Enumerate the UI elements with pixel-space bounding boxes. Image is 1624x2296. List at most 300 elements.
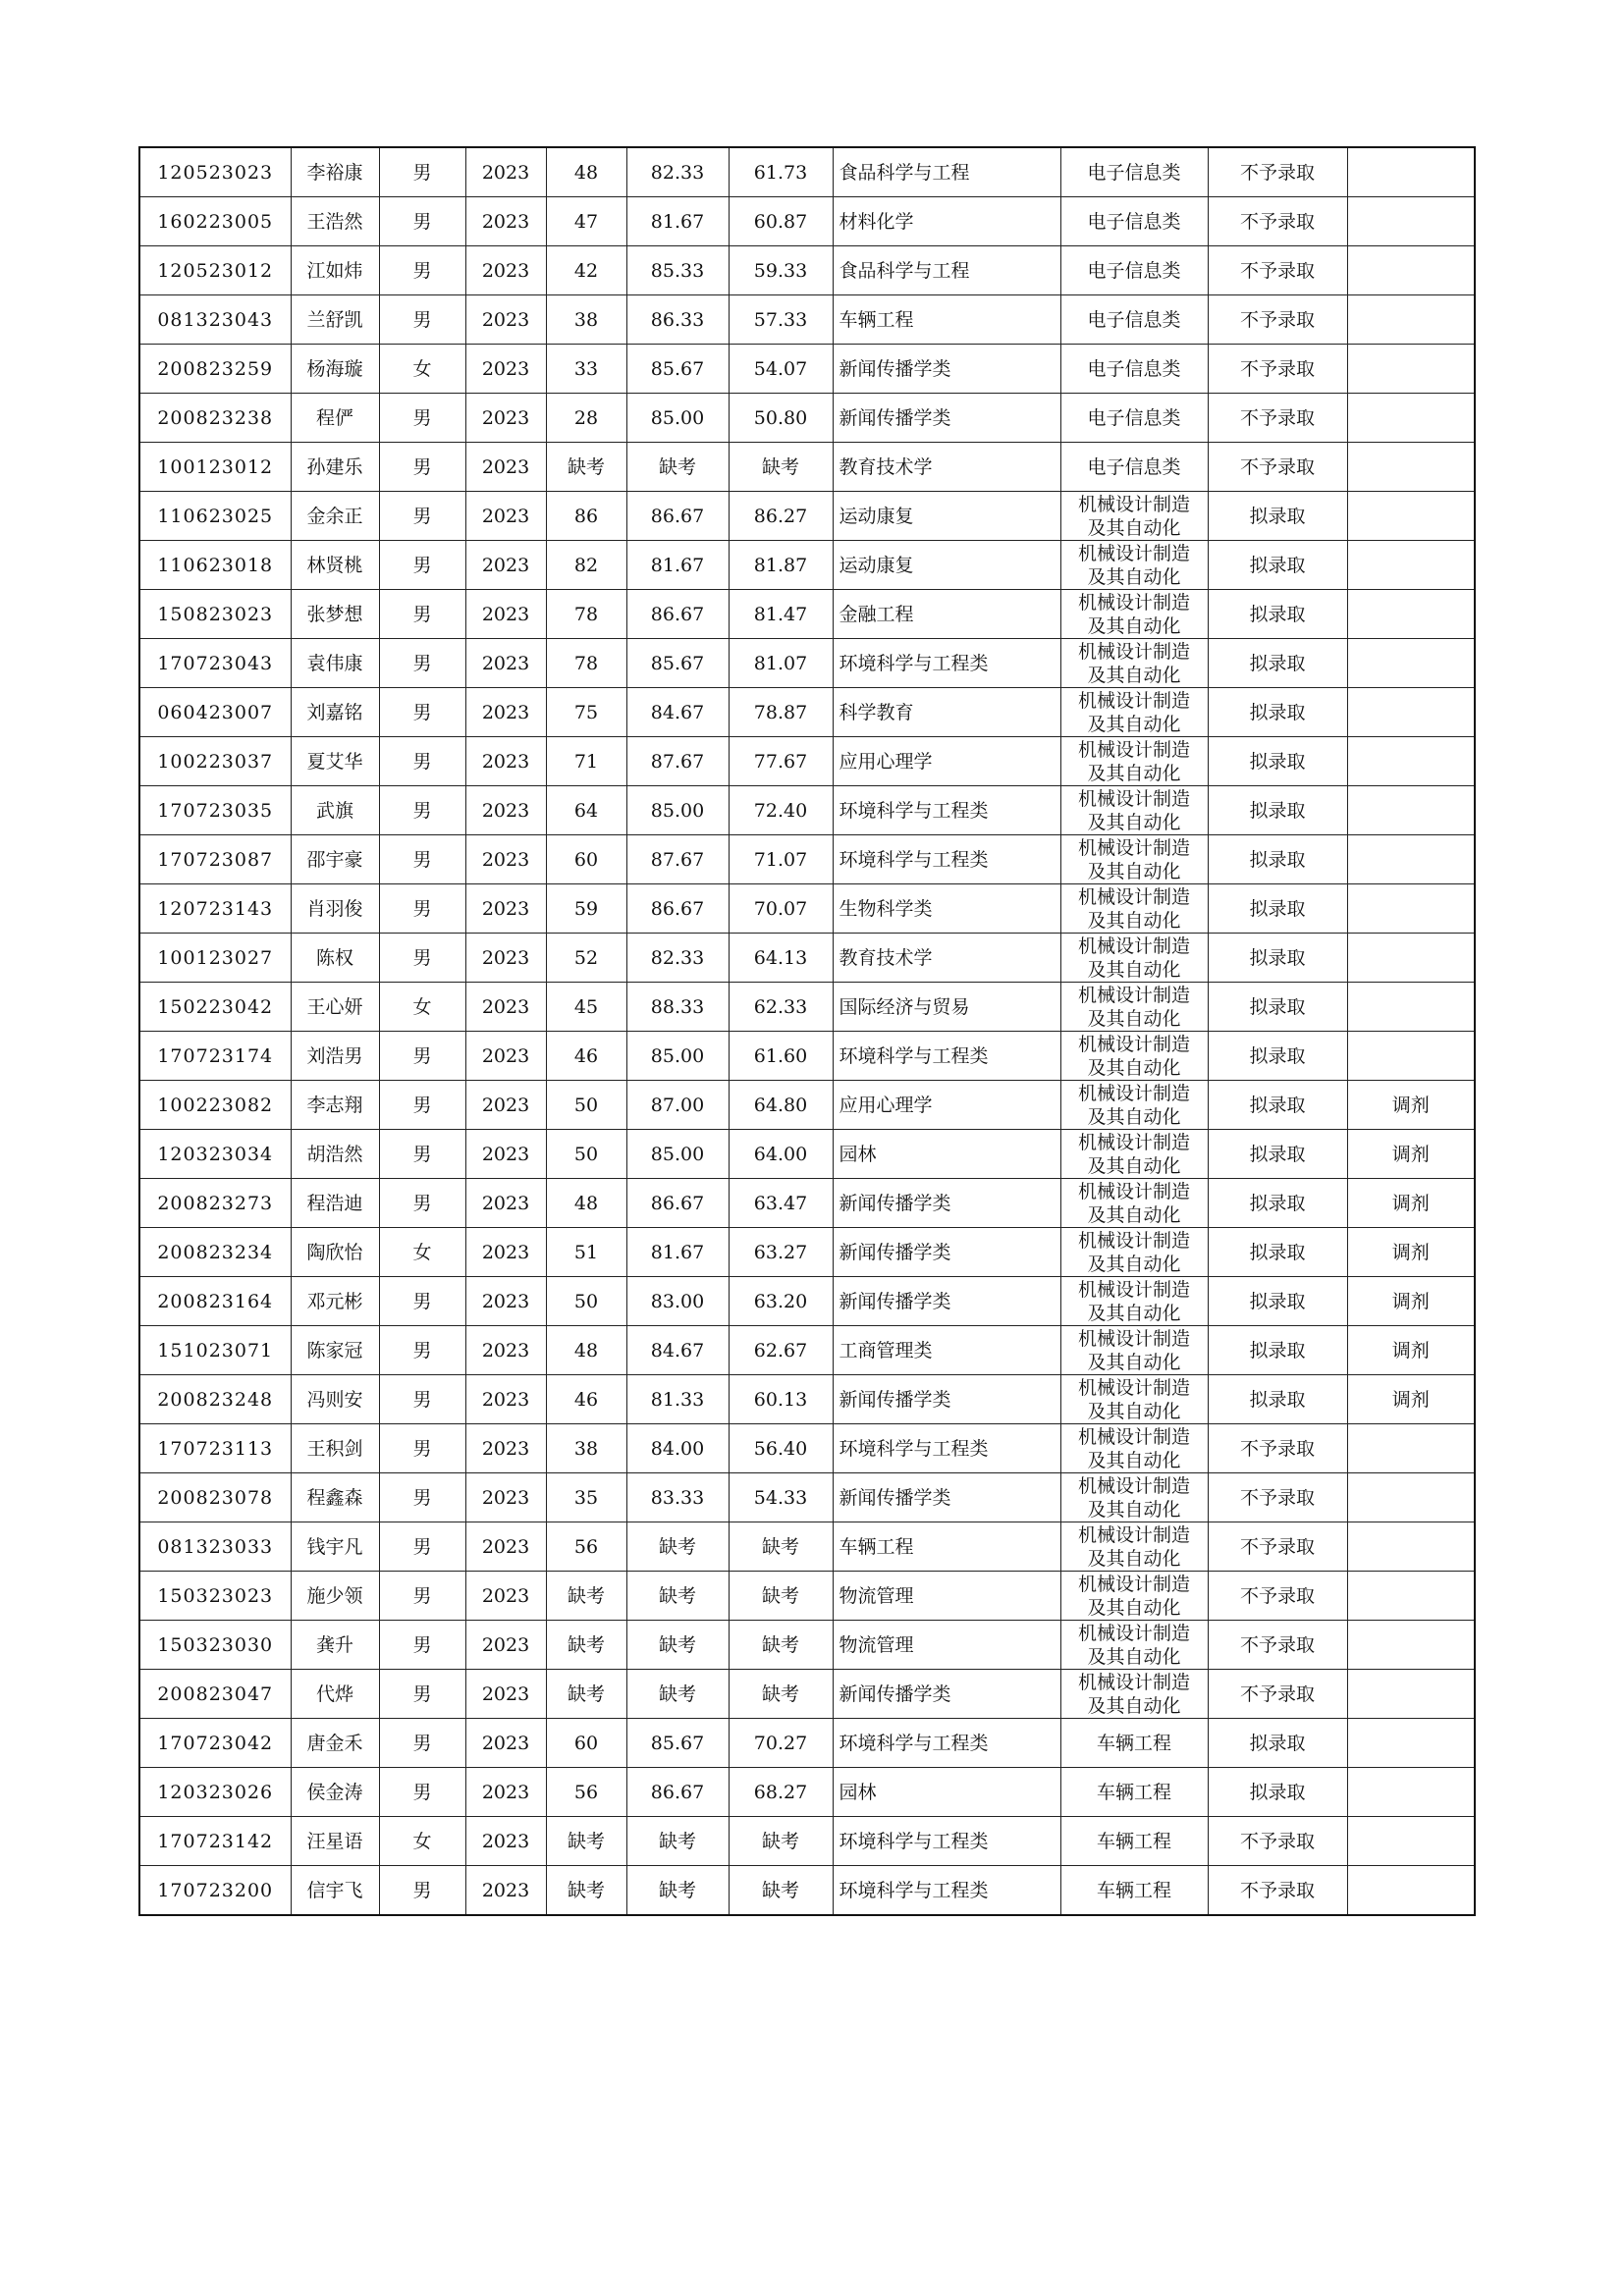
applied-program-cell xyxy=(1060,1473,1208,1522)
admission-decision-cell xyxy=(1208,1572,1347,1621)
applied-program-cell xyxy=(1060,934,1208,983)
candidate-name: 孙建乐 xyxy=(306,455,363,478)
candidate-name: 邵宇豪 xyxy=(306,848,363,871)
year: 2023 xyxy=(481,1830,530,1852)
year: 2023 xyxy=(481,848,530,871)
total-score: 63.27 xyxy=(753,1241,808,1263)
admission-decision-cell xyxy=(1208,443,1347,492)
applied-program-cell xyxy=(1060,1179,1208,1228)
candidate-id-cell xyxy=(139,1866,291,1916)
written-score-cell xyxy=(546,1130,626,1179)
total-score-cell xyxy=(729,1277,833,1326)
gender: 男 xyxy=(412,1535,432,1558)
year-cell xyxy=(465,1522,546,1572)
undergrad-major-cell xyxy=(833,688,1060,737)
table-row xyxy=(139,147,1475,197)
undergrad-major: 科学教育 xyxy=(839,701,914,723)
candidate-name: 金余正 xyxy=(306,505,363,527)
gender: 男 xyxy=(412,1732,432,1754)
undergrad-major-cell xyxy=(833,786,1060,835)
interview-score: 缺考 xyxy=(658,1682,696,1705)
admission-decision-cell xyxy=(1208,590,1347,639)
undergrad-major: 新闻传播学类 xyxy=(839,1290,951,1312)
total-score-cell xyxy=(729,983,833,1032)
interview-score: 86.33 xyxy=(650,308,705,331)
gender-cell xyxy=(379,295,465,345)
gender-cell xyxy=(379,197,465,246)
remark-cell xyxy=(1347,295,1475,345)
undergrad-major: 车辆工程 xyxy=(839,1535,914,1558)
applied-program: 电子信息类 xyxy=(1087,357,1181,380)
candidate-name: 龚升 xyxy=(315,1633,353,1656)
written-score-cell xyxy=(546,1768,626,1817)
table-body xyxy=(139,147,1475,1915)
candidate-name: 夏艾华 xyxy=(306,750,363,773)
remark-cell xyxy=(1347,246,1475,295)
remark-cell xyxy=(1347,541,1475,590)
admission-decision: 不予录取 xyxy=(1239,406,1315,429)
candidate-id-cell xyxy=(139,443,291,492)
written-score-cell xyxy=(546,934,626,983)
candidate-id-cell xyxy=(139,246,291,295)
candidate-id: 100223037 xyxy=(157,750,274,773)
total-score: 64.80 xyxy=(753,1094,808,1116)
remark-cell xyxy=(1347,1179,1475,1228)
candidate-id: 150323030 xyxy=(157,1633,274,1656)
written-score-cell xyxy=(546,345,626,394)
total-score-cell xyxy=(729,295,833,345)
candidate-id-cell xyxy=(139,1179,291,1228)
interview-score: 缺考 xyxy=(658,1830,696,1852)
written-score: 缺考 xyxy=(567,1830,605,1852)
remark-cell xyxy=(1347,1277,1475,1326)
written-score-cell xyxy=(546,737,626,786)
undergrad-major-cell xyxy=(833,246,1060,295)
candidate-name-cell xyxy=(291,1179,379,1228)
applied-program: 机械设计制造 及其自动化 xyxy=(1077,1671,1190,1717)
total-score-cell xyxy=(729,737,833,786)
interview-score-cell xyxy=(626,1032,729,1081)
total-score: 缺考 xyxy=(761,1535,799,1558)
admission-decision: 拟录取 xyxy=(1249,848,1306,871)
total-score-cell xyxy=(729,1032,833,1081)
gender-cell xyxy=(379,835,465,884)
year-cell xyxy=(465,1032,546,1081)
total-score: 50.80 xyxy=(753,406,808,429)
candidate-name: 江如炜 xyxy=(306,259,363,282)
gender: 男 xyxy=(412,1781,432,1803)
written-score: 48 xyxy=(573,1192,599,1214)
written-score: 缺考 xyxy=(567,455,605,478)
candidate-id-cell xyxy=(139,295,291,345)
admission-decision: 不予录取 xyxy=(1239,357,1315,380)
applied-program-cell xyxy=(1060,1670,1208,1719)
year: 2023 xyxy=(481,210,530,233)
admission-decision-cell xyxy=(1208,1081,1347,1130)
admission-decision-cell xyxy=(1208,1277,1347,1326)
total-score: 81.47 xyxy=(753,603,808,625)
undergrad-major: 环境科学与工程类 xyxy=(839,1879,989,1901)
gender: 男 xyxy=(412,1682,432,1705)
applied-program: 电子信息类 xyxy=(1087,308,1181,331)
candidate-id-cell xyxy=(139,1621,291,1670)
candidate-name-cell xyxy=(291,590,379,639)
undergrad-major: 工商管理类 xyxy=(839,1339,933,1362)
year: 2023 xyxy=(481,259,530,282)
interview-score: 缺考 xyxy=(658,1535,696,1558)
table-row xyxy=(139,1670,1475,1719)
applied-program: 机械设计制造 及其自动化 xyxy=(1077,1229,1190,1275)
year: 2023 xyxy=(481,161,530,184)
candidate-id: 110623025 xyxy=(157,505,274,527)
year: 2023 xyxy=(481,1192,530,1214)
applied-program: 机械设计制造 及其自动化 xyxy=(1077,738,1190,784)
admission-decision: 不予录取 xyxy=(1239,455,1315,478)
undergrad-major: 新闻传播学类 xyxy=(839,1486,951,1509)
undergrad-major: 新闻传播学类 xyxy=(839,1241,951,1263)
year-cell xyxy=(465,147,546,197)
candidate-id: 150823023 xyxy=(157,603,274,625)
interview-score-cell xyxy=(626,1621,729,1670)
candidate-id: 060423007 xyxy=(157,701,274,723)
total-score-cell xyxy=(729,345,833,394)
candidate-id: 170723174 xyxy=(157,1044,274,1067)
total-score: 68.27 xyxy=(753,1781,808,1803)
total-score: 缺考 xyxy=(761,1682,799,1705)
gender-cell xyxy=(379,737,465,786)
candidate-name-cell xyxy=(291,1572,379,1621)
interview-score-cell xyxy=(626,1081,729,1130)
gender-cell xyxy=(379,1326,465,1375)
written-score-cell xyxy=(546,983,626,1032)
candidate-name: 武旗 xyxy=(315,799,353,822)
total-score-cell xyxy=(729,1375,833,1424)
total-score-cell xyxy=(729,1130,833,1179)
table-row xyxy=(139,688,1475,737)
applied-program-cell xyxy=(1060,394,1208,443)
interview-score-cell xyxy=(626,443,729,492)
remark-cell xyxy=(1347,639,1475,688)
candidate-name: 李裕康 xyxy=(306,161,363,184)
candidate-name: 王积剑 xyxy=(306,1437,363,1460)
written-score-cell xyxy=(546,1326,626,1375)
candidate-id: 151023071 xyxy=(157,1339,274,1362)
total-score: 70.27 xyxy=(753,1732,808,1754)
written-score: 42 xyxy=(573,259,599,282)
interview-score-cell xyxy=(626,492,729,541)
written-score: 38 xyxy=(573,1437,599,1460)
written-score: 缺考 xyxy=(567,1682,605,1705)
year: 2023 xyxy=(481,1633,530,1656)
undergrad-major-cell xyxy=(833,541,1060,590)
admission-decision: 不予录取 xyxy=(1239,1535,1315,1558)
total-score-cell xyxy=(729,688,833,737)
table-row xyxy=(139,639,1475,688)
total-score: 缺考 xyxy=(761,1879,799,1901)
candidate-id: 200823164 xyxy=(157,1290,274,1312)
candidate-name-cell xyxy=(291,934,379,983)
remark-cell xyxy=(1347,1522,1475,1572)
undergrad-major-cell xyxy=(833,492,1060,541)
gender: 男 xyxy=(412,210,432,233)
gender: 男 xyxy=(412,750,432,773)
gender-cell xyxy=(379,541,465,590)
total-score: 77.67 xyxy=(753,750,808,773)
admission-decision: 拟录取 xyxy=(1249,1732,1306,1754)
interview-score-cell xyxy=(626,835,729,884)
candidate-name-cell xyxy=(291,246,379,295)
written-score-cell xyxy=(546,786,626,835)
total-score-cell xyxy=(729,590,833,639)
undergrad-major: 运动康复 xyxy=(839,505,914,527)
remark-cell xyxy=(1347,1130,1475,1179)
year: 2023 xyxy=(481,750,530,773)
candidate-id: 200823273 xyxy=(157,1192,274,1214)
interview-score: 85.00 xyxy=(650,406,705,429)
year-cell xyxy=(465,295,546,345)
undergrad-major: 车辆工程 xyxy=(839,308,914,331)
year-cell xyxy=(465,737,546,786)
admission-decision: 不予录取 xyxy=(1239,1437,1315,1460)
year: 2023 xyxy=(481,406,530,429)
applied-program: 电子信息类 xyxy=(1087,455,1181,478)
interview-score: 85.67 xyxy=(650,1732,705,1754)
table-row xyxy=(139,1572,1475,1621)
total-score-cell xyxy=(729,147,833,197)
remark-cell xyxy=(1347,835,1475,884)
gender: 男 xyxy=(412,897,432,920)
written-score: 38 xyxy=(573,308,599,331)
applied-program-cell xyxy=(1060,1719,1208,1768)
candidate-id-cell xyxy=(139,1572,291,1621)
total-score-cell xyxy=(729,1670,833,1719)
remark-cell xyxy=(1347,1866,1475,1916)
written-score: 33 xyxy=(573,357,599,380)
written-score-cell xyxy=(546,1032,626,1081)
candidate-name-cell xyxy=(291,147,379,197)
candidate-id-cell xyxy=(139,1130,291,1179)
interview-score-cell xyxy=(626,884,729,934)
candidate-id: 150323023 xyxy=(157,1584,274,1607)
interview-score-cell xyxy=(626,1817,729,1866)
candidate-name: 兰舒凯 xyxy=(306,308,363,331)
written-score-cell xyxy=(546,1719,626,1768)
applied-program: 机械设计制造 及其自动化 xyxy=(1077,885,1190,932)
table-row xyxy=(139,884,1475,934)
candidate-name: 程鑫森 xyxy=(306,1486,363,1509)
admission-decision: 拟录取 xyxy=(1249,1339,1306,1362)
year-cell xyxy=(465,246,546,295)
year: 2023 xyxy=(481,1094,530,1116)
interview-score-cell xyxy=(626,1277,729,1326)
gender: 男 xyxy=(412,1192,432,1214)
table-row xyxy=(139,1768,1475,1817)
year: 2023 xyxy=(481,603,530,625)
written-score-cell xyxy=(546,394,626,443)
written-score: 缺考 xyxy=(567,1879,605,1901)
total-score: 86.27 xyxy=(753,505,808,527)
table-row xyxy=(139,737,1475,786)
interview-score-cell xyxy=(626,1228,729,1277)
total-score: 63.47 xyxy=(753,1192,808,1214)
admission-decision-cell xyxy=(1208,1768,1347,1817)
candidate-name-cell xyxy=(291,1719,379,1768)
admission-decision: 拟录取 xyxy=(1249,554,1306,576)
gender-cell xyxy=(379,1522,465,1572)
written-score: 48 xyxy=(573,161,599,184)
gender-cell xyxy=(379,1621,465,1670)
year: 2023 xyxy=(481,357,530,380)
written-score-cell xyxy=(546,492,626,541)
candidate-id-cell xyxy=(139,492,291,541)
candidate-name-cell xyxy=(291,1228,379,1277)
undergrad-major: 新闻传播学类 xyxy=(839,406,951,429)
written-score: 28 xyxy=(573,406,599,429)
admission-decision-cell xyxy=(1208,246,1347,295)
applied-program-cell xyxy=(1060,492,1208,541)
written-score: 51 xyxy=(573,1241,599,1263)
undergrad-major: 环境科学与工程类 xyxy=(839,1732,989,1754)
interview-score: 85.00 xyxy=(650,1143,705,1165)
total-score: 64.00 xyxy=(753,1143,808,1165)
remark-cell xyxy=(1347,1719,1475,1768)
undergrad-major: 应用心理学 xyxy=(839,750,933,773)
candidate-id: 170723087 xyxy=(157,848,274,871)
undergrad-major-cell xyxy=(833,1228,1060,1277)
applied-program-cell xyxy=(1060,884,1208,934)
undergrad-major: 物流管理 xyxy=(839,1584,914,1607)
admission-decision: 拟录取 xyxy=(1249,1192,1306,1214)
gender: 男 xyxy=(412,1388,432,1411)
remark-cell xyxy=(1347,1375,1475,1424)
written-score: 47 xyxy=(573,210,599,233)
interview-score-cell xyxy=(626,688,729,737)
candidate-name: 李志翔 xyxy=(306,1094,363,1116)
gender: 男 xyxy=(412,1094,432,1116)
applied-program: 机械设计制造 及其自动化 xyxy=(1077,934,1190,981)
total-score-cell xyxy=(729,1522,833,1572)
candidate-name: 林贤桃 xyxy=(306,554,363,576)
undergrad-major: 新闻传播学类 xyxy=(839,1682,951,1705)
undergrad-major-cell xyxy=(833,1081,1060,1130)
table-row xyxy=(139,1081,1475,1130)
applied-program: 电子信息类 xyxy=(1087,161,1181,184)
candidate-name: 程浩迪 xyxy=(306,1192,363,1214)
written-score-cell xyxy=(546,1081,626,1130)
table-row xyxy=(139,1228,1475,1277)
undergrad-major-cell xyxy=(833,1768,1060,1817)
candidate-id-cell xyxy=(139,1326,291,1375)
table-row xyxy=(139,1130,1475,1179)
candidate-id-cell xyxy=(139,1768,291,1817)
candidate-name: 陈权 xyxy=(315,946,353,969)
candidate-id: 081323033 xyxy=(157,1535,274,1558)
applied-program: 机械设计制造 及其自动化 xyxy=(1077,542,1190,588)
applied-program-cell xyxy=(1060,295,1208,345)
gender: 男 xyxy=(412,161,432,184)
interview-score: 84.67 xyxy=(650,1339,705,1362)
applied-program: 机械设计制造 及其自动化 xyxy=(1077,591,1190,637)
candidate-id-cell xyxy=(139,1473,291,1522)
year-cell xyxy=(465,541,546,590)
table-row xyxy=(139,786,1475,835)
candidate-id-cell xyxy=(139,1719,291,1768)
year-cell xyxy=(465,1621,546,1670)
year-cell xyxy=(465,688,546,737)
applied-program-cell xyxy=(1060,1817,1208,1866)
year-cell xyxy=(465,1179,546,1228)
undergrad-major: 园林 xyxy=(839,1781,877,1803)
admission-decision-cell xyxy=(1208,1228,1347,1277)
written-score: 46 xyxy=(573,1388,599,1411)
candidate-id: 100123012 xyxy=(157,455,274,478)
interview-score: 83.33 xyxy=(650,1486,705,1509)
candidate-name-cell xyxy=(291,345,379,394)
candidate-name: 刘嘉铭 xyxy=(306,701,363,723)
applied-program: 机械设计制造 及其自动化 xyxy=(1077,836,1190,882)
total-score-cell xyxy=(729,394,833,443)
undergrad-major: 应用心理学 xyxy=(839,1094,933,1116)
written-score: 78 xyxy=(573,603,599,625)
candidate-id-cell xyxy=(139,147,291,197)
undergrad-major-cell xyxy=(833,1424,1060,1473)
candidate-name-cell xyxy=(291,884,379,934)
admission-decision-cell xyxy=(1208,1719,1347,1768)
admission-decision-cell xyxy=(1208,884,1347,934)
total-score: 缺考 xyxy=(761,455,799,478)
admission-decision: 拟录取 xyxy=(1249,1143,1306,1165)
written-score-cell xyxy=(546,590,626,639)
total-score-cell xyxy=(729,1326,833,1375)
year: 2023 xyxy=(481,946,530,969)
admission-decision: 拟录取 xyxy=(1249,946,1306,969)
total-score-cell xyxy=(729,492,833,541)
total-score: 63.20 xyxy=(753,1290,808,1312)
remark-cell xyxy=(1347,934,1475,983)
written-score: 50 xyxy=(573,1094,599,1116)
admission-decision: 不予录取 xyxy=(1239,1633,1315,1656)
written-score: 46 xyxy=(573,1044,599,1067)
interview-score-cell xyxy=(626,295,729,345)
applied-program-cell xyxy=(1060,1228,1208,1277)
total-score: 81.87 xyxy=(753,554,808,576)
written-score: 56 xyxy=(573,1781,599,1803)
interview-score: 86.67 xyxy=(650,1781,705,1803)
table-row xyxy=(139,1179,1475,1228)
gender: 女 xyxy=(412,1241,432,1263)
total-score: 缺考 xyxy=(761,1633,799,1656)
candidate-name-cell xyxy=(291,1130,379,1179)
undergrad-major: 物流管理 xyxy=(839,1633,914,1656)
candidate-name-cell xyxy=(291,492,379,541)
applied-program: 车辆工程 xyxy=(1096,1830,1171,1852)
applied-program-cell xyxy=(1060,197,1208,246)
candidate-id-cell xyxy=(139,345,291,394)
year-cell xyxy=(465,1326,546,1375)
candidate-name: 陈家冠 xyxy=(306,1339,363,1362)
interview-score-cell xyxy=(626,541,729,590)
interview-score: 84.67 xyxy=(650,701,705,723)
remark: 调剂 xyxy=(1391,1094,1430,1116)
gender: 男 xyxy=(412,455,432,478)
candidate-id: 200823248 xyxy=(157,1388,274,1411)
candidate-id-cell xyxy=(139,1081,291,1130)
undergrad-major-cell xyxy=(833,394,1060,443)
gender-cell xyxy=(379,1424,465,1473)
undergrad-major: 环境科学与工程类 xyxy=(839,1044,989,1067)
remark-cell xyxy=(1347,1424,1475,1473)
gender-cell xyxy=(379,1375,465,1424)
